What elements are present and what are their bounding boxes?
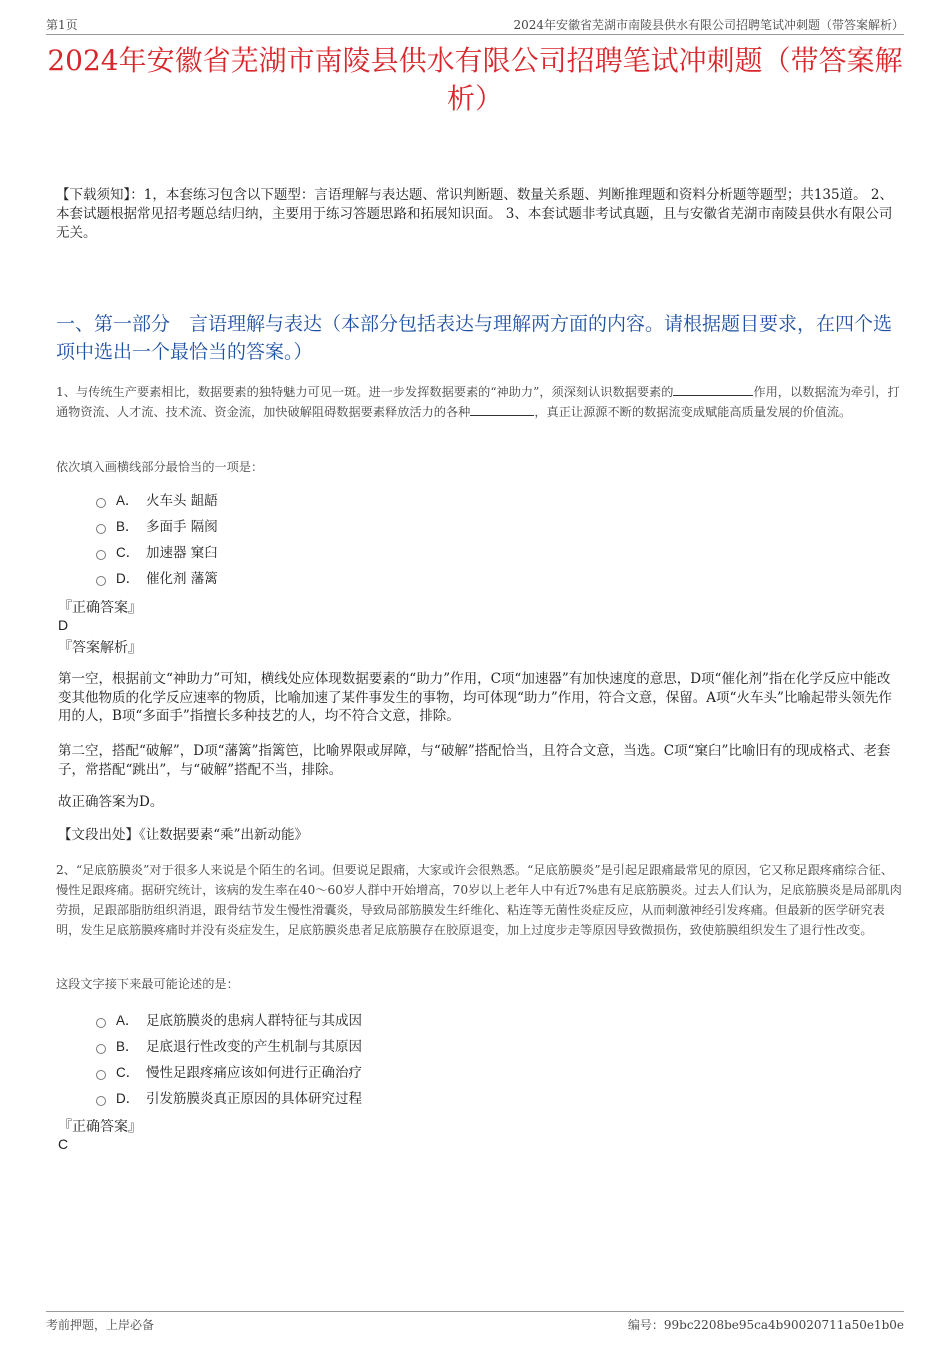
option-c[interactable]: C． 慢性足跟疼痛应该如何进行正确治疗 — [96, 1060, 362, 1086]
header-doc-title: 2024年安徽省芜湖市南陵县供水有限公司招聘笔试冲刺题（带答案解析） — [513, 18, 904, 32]
radio-icon[interactable] — [96, 1018, 106, 1028]
question-1-text: 1、与传统生产要素相比，数据要素的独特魅力可见一斑。进一步发挥数据要素的“神助力”，须深刻认识数据要素的 作用，以数据流为牵引，打通物资流、人才流、技术流、资金流，加快破解阻碍数据要素释放活力的各种 ，真正让源源不断的数据流变成赋能高质量发展的价值流。 — [56, 385, 900, 419]
footer-slogan: 考前押题，上岸必备 — [46, 1318, 155, 1332]
analysis-paragraph-2: 第二空，搭配“破解”，D项“藩篱”指篱笆，比喻界限或屏障，与“破解”搭配恰当，且符合文意，当选。C项“窠臼”比喻旧有的现成格式、老套子，常搭配“跳出”，与“破解”搭配不当，排除。 — [58, 743, 891, 778]
question-2-prompt: 这段文字接下来最可能论述的是： — [56, 977, 239, 991]
radio-icon[interactable] — [96, 1096, 106, 1106]
option-a[interactable]: A． 足底筋膜炎的患病人群特征与其成因 — [96, 1008, 362, 1034]
option-a[interactable]: A． 火车头 龃龉 — [96, 488, 218, 514]
option-d[interactable]: D． 催化剂 藩篱 — [96, 566, 218, 592]
radio-icon[interactable] — [96, 576, 106, 586]
analysis-label: 『答案解析』 — [58, 640, 142, 656]
question-1-options — [96, 488, 218, 592]
blank-1 — [673, 383, 753, 396]
analysis-paragraph-1: 第一空，根据前文“神助力”可知，横线处应体现数据要素的“助力”作用，C项“加速器”有加快速度的意思，D项“催化剂”指在化学反应中能改变其他物质的化学反应速率的物质，比喻加速了某件事发生的事物，均可体现“助力”作用，符合文意，保留。A项“火车头”比喻起带头领先作用的人，B项“多面手”指擅长多种技艺的人，均不符合文意，排除。 — [58, 671, 892, 724]
page-header — [46, 14, 904, 35]
option-b[interactable]: B． 足底退行性改变的产生机制与其原因 — [96, 1034, 362, 1060]
option-b[interactable]: B． 多面手 隔阂 — [96, 514, 218, 540]
answer-value: D — [58, 617, 69, 633]
answer-label: 『正确答案』 — [58, 1119, 142, 1135]
radio-icon[interactable] — [96, 1070, 106, 1080]
analysis-conclusion: 故正确答案为D。 — [58, 794, 164, 810]
radio-icon[interactable] — [96, 498, 106, 508]
option-c[interactable]: C． 加速器 窠臼 — [96, 540, 218, 566]
section-title: 一、第一部分 言语理解与表达（本部分包括表达与理解两方面的内容。请根据题目要求，在四个选项中选出一个最恰当的答案。） — [56, 313, 893, 363]
answer-value: C — [58, 1136, 69, 1152]
radio-icon[interactable] — [96, 1044, 106, 1054]
source-citation: 【文段出处】《让数据要素“乘”出新动能》 — [58, 827, 309, 843]
option-d[interactable]: D． 引发筋膜炎真正原因的具体研究过程 — [96, 1086, 362, 1112]
question-2-options — [96, 1008, 362, 1112]
page-number: 第1页 — [46, 18, 78, 32]
blank-2 — [470, 403, 534, 416]
page-footer — [46, 1311, 904, 1332]
download-notice: 【下载须知】：1，本套练习包含以下题型：言语理解与表达题、常识判断题、数量关系题、判断推理题和资料分析题等题型；共135道。 2、本套试题根据常见招考题总结归纳，主要用于练习答题思路和拓展知识面。 3、本套试题非考试真题，且与安徽省芜湖市南陵县供水有限公司无关。 — [56, 187, 893, 241]
radio-icon[interactable] — [96, 550, 106, 560]
document-id: 编号：99bc2208be95ca4b90020711a50e1b0e — [627, 1318, 904, 1332]
radio-icon[interactable] — [96, 524, 106, 534]
document-title: 2024年安徽省芜湖市南陵县供水有限公司招聘笔试冲刺题（带答案解析） — [47, 44, 903, 115]
answer-label: 『正确答案』 — [58, 600, 142, 616]
question-1-prompt: 依次填入画横线部分最恰当的一项是： — [56, 460, 264, 474]
question-2-text: 2、“足底筋膜炎”对于很多人来说是个陌生的名词。但要说足跟痛，大家或许会很熟悉。“足底筋膜炎”是引起足跟痛最常见的原因，它又称足跟疼痛综合征、慢性足跟疼痛。据研究统计，该病的发生率在40～60岁人群中开始增高，70岁以上老年人中有近7%患有足底筋膜炎。过去人们认为，足底筋膜炎是局部肌肉劳损，足跟部脂肪组织消退，跟骨结节发生慢性滑囊炎，导致局部筋膜发生纤维化、粘连等无菌性炎症反应，从而刺激神经引发疼痛。但最新的医学研究表明，发生足底筋膜疼痛时并没有炎症发生，足底筋膜炎患者足底筋膜存在胶原退变，加上过度步走等原因导致微损伤，致使筋膜组织发生了退行性改变。 — [56, 863, 902, 937]
